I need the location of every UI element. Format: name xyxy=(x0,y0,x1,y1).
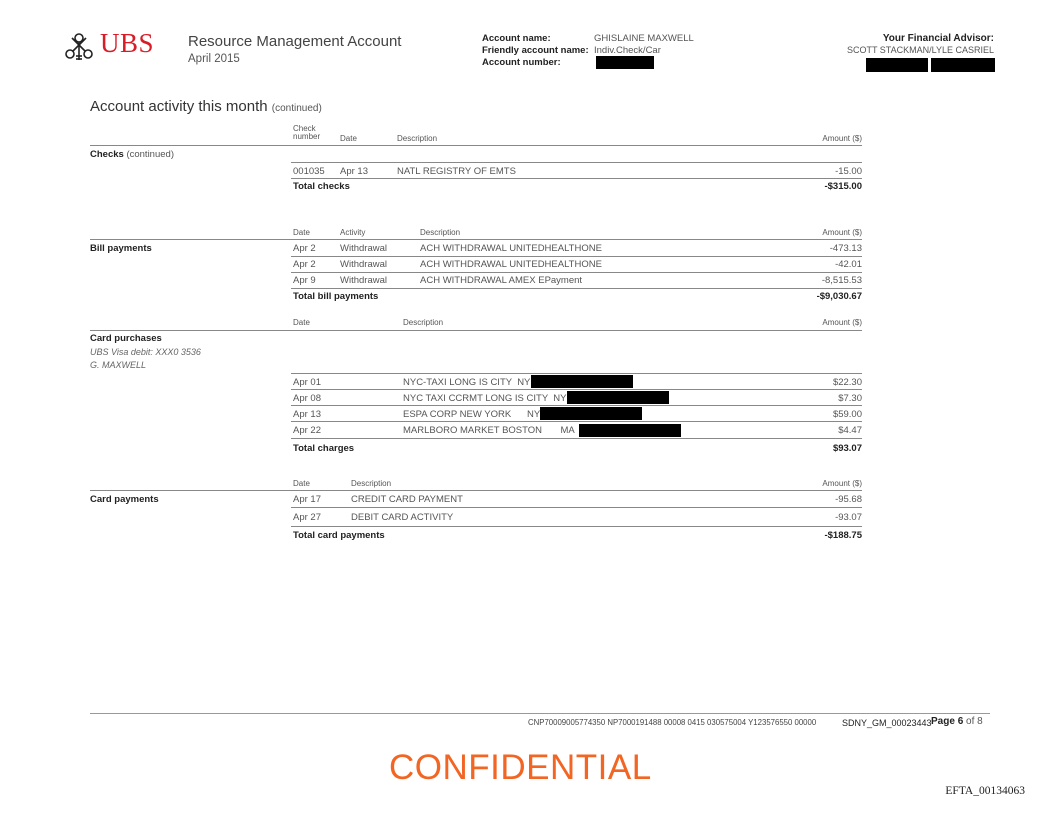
col-check-number-2: number xyxy=(293,132,321,141)
divider xyxy=(291,438,862,439)
page-prefix: Page xyxy=(931,716,955,727)
advisor-redaction-1 xyxy=(866,58,928,72)
purchase-date: Apr 22 xyxy=(293,425,321,436)
payment-date: Apr 27 xyxy=(293,512,321,523)
purchase-description: MARLBORO MARKET BOSTON MA xyxy=(403,425,575,436)
section-title-text: Account activity this month xyxy=(90,98,268,115)
total-charges-value: $93.07 xyxy=(832,443,862,454)
col-amount: Amount ($) xyxy=(822,479,862,488)
col-activity: Activity xyxy=(340,228,366,237)
section-subtitle: (continued) xyxy=(271,103,322,114)
divider xyxy=(291,507,862,508)
divider xyxy=(90,330,862,331)
divider xyxy=(291,178,862,179)
friendly-name-value: Indiv.Check/Car xyxy=(594,45,661,56)
purchase-description: NYC TAXI CCRMT LONG IS CITY NY xyxy=(403,393,567,404)
purchase-date: Apr 08 xyxy=(293,393,321,404)
col-amount: Amount ($) xyxy=(822,134,862,143)
bill-date: Apr 2 xyxy=(293,259,316,270)
divider xyxy=(291,526,862,527)
page-indicator xyxy=(931,716,983,727)
divider xyxy=(291,389,862,390)
bill-date: Apr 9 xyxy=(293,275,316,286)
account-number-label: Account number: xyxy=(482,57,561,68)
check-date: Apr 13 xyxy=(340,166,368,177)
col-amount: Amount ($) xyxy=(822,228,862,237)
card-holder: G. MAXWELL xyxy=(90,360,147,370)
bill-amount: -42.01 xyxy=(835,259,862,270)
divider xyxy=(90,145,862,146)
page-of: of 8 xyxy=(966,716,983,727)
total-bill-label: Total bill payments xyxy=(293,291,379,302)
bill-amount: -473.13 xyxy=(829,243,862,254)
checks-label-suffix: (continued) xyxy=(126,149,174,160)
footer-code: CNP70009005774350 NP7000191488 00008 0415 030575004 Y123576550 00000 xyxy=(528,718,817,727)
footer-divider xyxy=(90,713,990,714)
purchase-redaction xyxy=(567,391,669,404)
col-date: Date xyxy=(340,134,357,143)
col-description: Description xyxy=(403,318,444,327)
total-card-payments-label: Total card payments xyxy=(293,530,385,541)
divider xyxy=(291,256,862,257)
statement-date: April 2015 xyxy=(188,53,240,65)
payment-description: CREDIT CARD PAYMENT xyxy=(351,494,463,505)
col-date: Date xyxy=(293,228,310,237)
col-date: Date xyxy=(293,479,310,488)
purchase-amount: $7.30 xyxy=(838,393,862,404)
bill-amount: -8,515.53 xyxy=(821,275,862,286)
bill-activity: Withdrawal xyxy=(340,275,387,286)
efta-id: EFTA_00134063 xyxy=(945,785,1025,797)
purchase-description: ESPA CORP NEW YORK NY xyxy=(403,409,541,420)
bill-description: ACH WITHDRAWAL UNITEDHEALTHONE xyxy=(420,259,602,270)
col-description: Description xyxy=(351,479,392,488)
divider xyxy=(90,239,862,240)
divider xyxy=(291,162,862,163)
divider xyxy=(291,405,862,406)
col-check-number-1: Check xyxy=(293,124,316,133)
total-checks-label: Total checks xyxy=(293,181,350,192)
col-date: Date xyxy=(293,318,310,327)
col-description: Description xyxy=(420,228,461,237)
check-description: NATL REGISTRY OF EMTS xyxy=(397,166,516,177)
checks-label xyxy=(90,149,174,160)
payment-date: Apr 17 xyxy=(293,494,321,505)
bates-stamp: SDNY_GM_00023443 xyxy=(842,718,932,728)
account-name-label: Account name: xyxy=(482,33,551,44)
bill-activity: Withdrawal xyxy=(340,259,387,270)
col-amount: Amount ($) xyxy=(822,318,862,327)
bill-description: ACH WITHDRAWAL AMEX EPayment xyxy=(420,275,583,286)
advisor-label: Your Financial Advisor: xyxy=(882,33,994,44)
payment-amount: -93.07 xyxy=(835,512,862,523)
confidential-stamp: CONFIDENTIAL xyxy=(389,748,652,787)
total-bill-value: -$9,030.67 xyxy=(816,291,862,302)
purchase-amount: $59.00 xyxy=(832,409,862,420)
payment-description: DEBIT CARD ACTIVITY xyxy=(351,512,454,523)
purchase-redaction xyxy=(579,424,681,437)
purchase-redaction xyxy=(540,407,642,420)
check-number: 001035 xyxy=(293,166,325,177)
account-name-value: GHISLAINE MAXWELL xyxy=(594,33,694,44)
purchase-amount: $22.30 xyxy=(832,377,862,388)
divider xyxy=(291,421,862,422)
bill-payments-label: Bill payments xyxy=(90,243,152,254)
purchase-amount: $4.47 xyxy=(838,425,862,436)
bill-description: ACH WITHDRAWAL UNITEDHEALTHONE xyxy=(420,243,602,254)
payment-amount: -95.68 xyxy=(835,494,862,505)
divider xyxy=(90,490,862,491)
purchase-description: NYC-TAXI LONG IS CITY NY xyxy=(403,377,531,388)
advisor-names: SCOTT STACKMAN/LYLE CASRIEL xyxy=(846,45,994,55)
card-purchases-label: Card purchases xyxy=(90,333,162,344)
check-amount: -15.00 xyxy=(835,166,862,177)
section-title xyxy=(90,98,322,115)
divider xyxy=(291,373,862,374)
page-number: 6 xyxy=(957,716,964,727)
col-description: Description xyxy=(397,134,438,143)
total-card-payments-value: -$188.75 xyxy=(824,530,862,541)
purchase-date: Apr 01 xyxy=(293,377,321,388)
card-payments-label: Card payments xyxy=(90,494,159,505)
account-number-redaction xyxy=(596,56,654,69)
friendly-name-label: Friendly account name: xyxy=(482,45,589,56)
card-number: UBS Visa debit: XXX0 3536 xyxy=(90,347,201,357)
ubs-logo-text: UBS xyxy=(100,28,155,58)
ubs-keys-logo-icon xyxy=(62,32,96,62)
bill-date: Apr 2 xyxy=(293,243,316,254)
divider xyxy=(291,272,862,273)
purchase-redaction xyxy=(531,375,633,388)
purchase-date: Apr 13 xyxy=(293,409,321,420)
statement-title: Resource Management Account xyxy=(188,33,402,50)
total-checks-value: -$315.00 xyxy=(824,181,862,192)
checks-label-text: Checks xyxy=(90,149,124,160)
divider xyxy=(291,288,862,289)
total-charges-label: Total charges xyxy=(293,443,355,454)
advisor-redaction-2 xyxy=(931,58,995,72)
bill-activity: Withdrawal xyxy=(340,243,387,254)
